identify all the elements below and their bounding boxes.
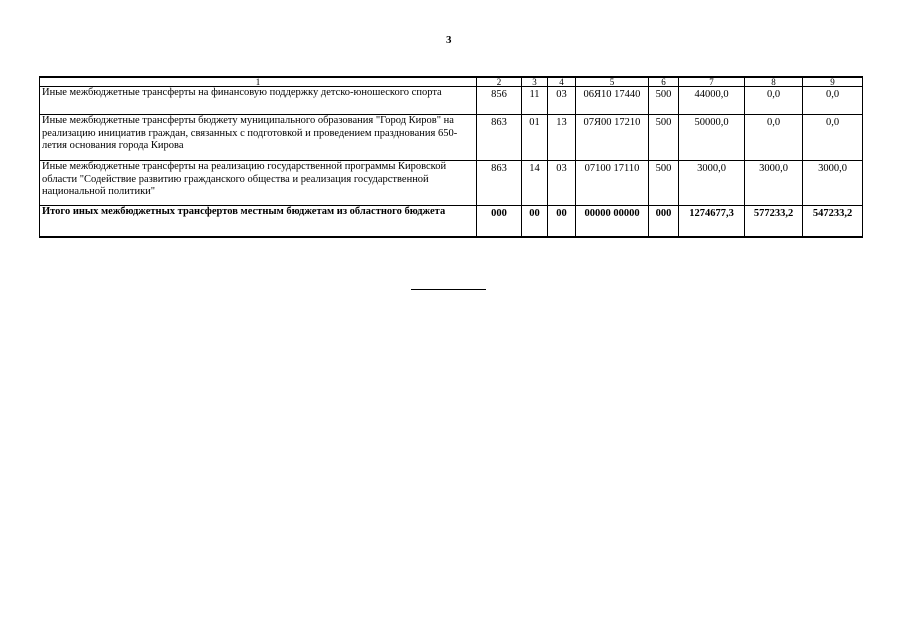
column-header: 4: [548, 77, 576, 87]
column-header: 3: [522, 77, 548, 87]
table-cell: 3000,0: [679, 161, 745, 206]
table-cell: 13: [548, 115, 576, 161]
table-cell: 1274677,3: [679, 206, 745, 237]
table-cell: 000: [477, 206, 522, 237]
closing-divider: [411, 289, 486, 290]
table-cell: 14: [522, 161, 548, 206]
table-row: [40, 161, 863, 206]
row-name: Иные межбюджетные трансферты на финансовую поддержку детско-юношеского спорта: [40, 87, 477, 115]
table-row: [40, 87, 863, 115]
table-cell: 0,0: [745, 87, 803, 115]
column-header: 8: [745, 77, 803, 87]
table-cell: 07100 17110: [576, 161, 649, 206]
table-cell: 577233,2: [745, 206, 803, 237]
table-total-row: [40, 206, 863, 237]
table-cell: 500: [649, 115, 679, 161]
table-cell: 00: [548, 206, 576, 237]
table-cell: 03: [548, 161, 576, 206]
column-header: 1: [40, 77, 477, 87]
row-name: Иные межбюджетные трансферты на реализацию государственной программы Кировской области "Содействие развитию гражданского общества и реализация государственной национальной политики": [40, 161, 477, 206]
table-row: [40, 115, 863, 161]
column-header: 2: [477, 77, 522, 87]
table-cell: 50000,0: [679, 115, 745, 161]
table-cell: 863: [477, 115, 522, 161]
column-header: 6: [649, 77, 679, 87]
transfers-table: [39, 76, 863, 238]
table-cell: 0,0: [803, 87, 863, 115]
column-header: 7: [679, 77, 745, 87]
table-cell: 500: [649, 87, 679, 115]
table-cell: 3000,0: [745, 161, 803, 206]
row-name: Итого иных межбюджетных трансфертов местным бюджетам из областного бюджета: [40, 206, 477, 237]
table-cell: 00: [522, 206, 548, 237]
table-cell: 856: [477, 87, 522, 115]
table-cell: 547233,2: [803, 206, 863, 237]
table-cell: 3000,0: [803, 161, 863, 206]
table-cell: 000: [649, 206, 679, 237]
table-cell: 0,0: [803, 115, 863, 161]
table-cell: 01: [522, 115, 548, 161]
table-cell: 11: [522, 87, 548, 115]
table-cell: 0,0: [745, 115, 803, 161]
column-header: 5: [576, 77, 649, 87]
table-cell: 500: [649, 161, 679, 206]
row-name: Иные межбюджетные трансферты бюджету муниципального образования "Город Киров" на реализацию инициатив граждан, связанных с подготовкой и проведением празднования 650-летия основания города Кирова: [40, 115, 477, 161]
table-cell: 06Я10 17440: [576, 87, 649, 115]
table-cell: 07Я00 17210: [576, 115, 649, 161]
table-cell: 03: [548, 87, 576, 115]
table-cell: 00000 00000: [576, 206, 649, 237]
table-cell: 44000,0: [679, 87, 745, 115]
page-number: 3: [446, 34, 452, 46]
column-header: 9: [803, 77, 863, 87]
table-cell: 863: [477, 161, 522, 206]
table-header-row: [40, 77, 863, 87]
